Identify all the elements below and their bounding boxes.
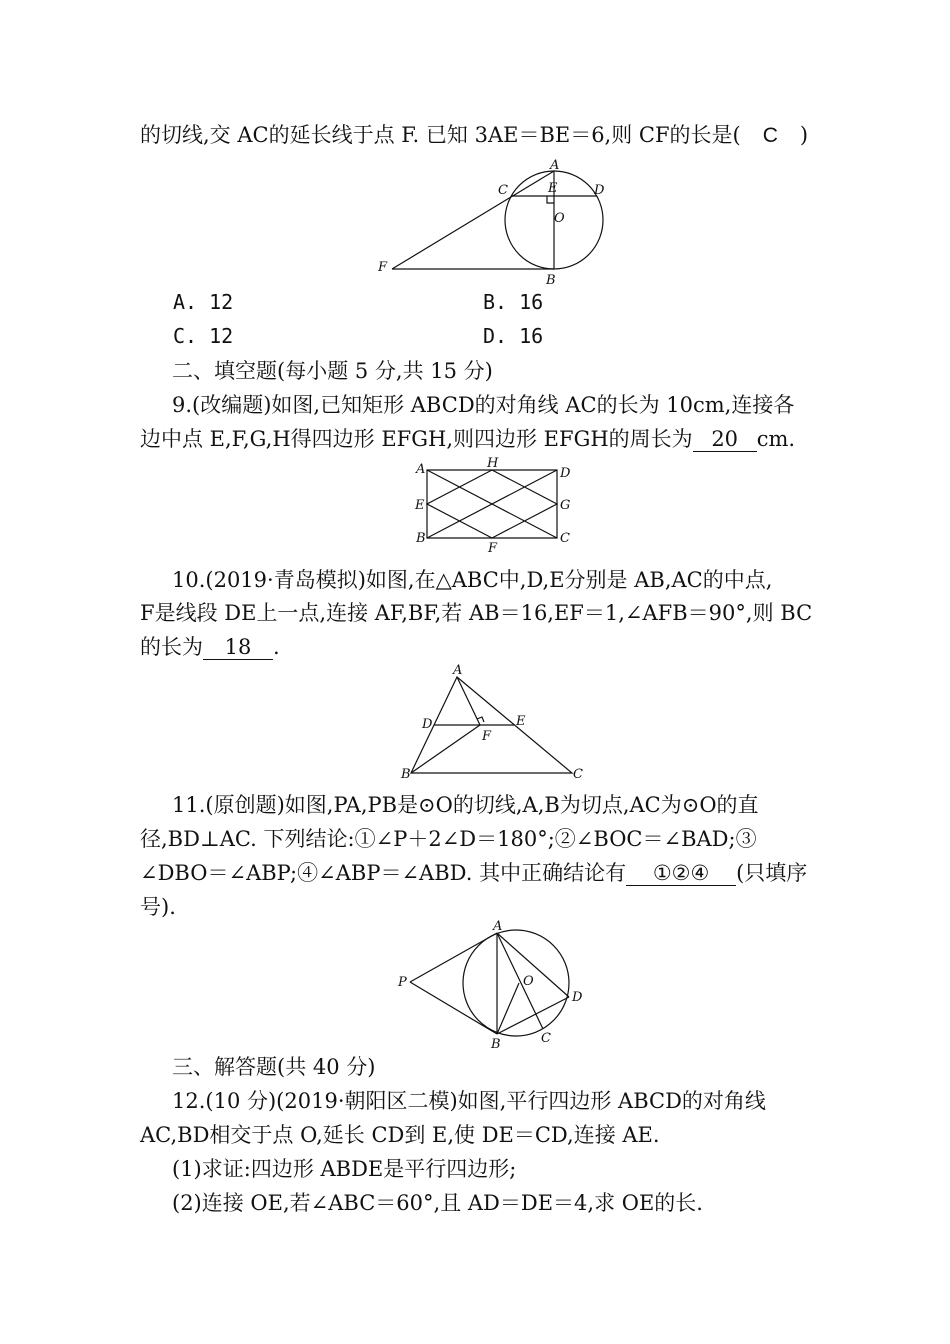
q8-figure xyxy=(370,158,620,288)
q11-answer: ①②④ xyxy=(652,861,710,885)
q8-stem xyxy=(140,120,808,151)
q11-figure xyxy=(395,919,595,1052)
q9-line2 xyxy=(140,424,795,454)
q9-label-d: D xyxy=(560,466,571,481)
q8-option-c: C. 12 xyxy=(173,324,234,348)
q11-tangent-pb xyxy=(410,982,497,1034)
q11-line1: 11.(原创题)如图,PA,PB是⊙O的切线,A,B为切点,AC为⊙O的直 xyxy=(172,793,759,817)
q8-label-f: F xyxy=(378,260,388,275)
q9-figure xyxy=(410,458,580,558)
q9-line2-post: cm. xyxy=(756,427,796,451)
q8-answer: C xyxy=(762,124,778,147)
q10-line1: 10.(2019·青岛模拟)如图,在△ABC中,D,E分别是 AB,AC的中点, xyxy=(172,568,773,592)
q8-stem-close: ) xyxy=(799,123,809,147)
q9-label-a: A xyxy=(416,462,426,477)
q9-label-h: H xyxy=(487,456,499,471)
q9-label-e: E xyxy=(415,498,425,513)
q10-answer-blank xyxy=(203,635,273,660)
q11-line3-post: (只填序 xyxy=(736,861,808,885)
q8-label-a: A xyxy=(550,158,560,173)
q10-line3-post: . xyxy=(273,635,280,659)
q11-line3-pre: ∠DBO＝∠ABP;④∠ABP＝∠ABD. 其中正确结论有 xyxy=(140,861,627,885)
q11-line2: 径,BD⊥AC. 下列结论:①∠P＋2∠D＝180°;②∠BOC＝∠BAD;③ xyxy=(140,827,757,851)
q11-line4: 号). xyxy=(140,895,176,919)
q11-label-c: C xyxy=(541,1031,551,1046)
q11-tangent-pa xyxy=(410,933,497,982)
q11-segment-bo xyxy=(497,983,519,1034)
q10-segment-af xyxy=(457,677,480,725)
q8-label-e: E xyxy=(548,181,558,196)
q8-label-d: D xyxy=(594,183,605,198)
q10-label-a: A xyxy=(453,663,463,678)
q8-option-d: D. 16 xyxy=(483,324,544,348)
q10-label-d: D xyxy=(422,717,433,732)
q11-label-b: B xyxy=(491,1037,501,1052)
q9-label-c: C xyxy=(560,531,570,546)
q8-label-b: B xyxy=(546,273,556,288)
q12-part2: (2)连接 OE,若∠ABC＝60°,且 AD＝DE＝4,求 OE的长. xyxy=(172,1191,703,1215)
q8-option-b: B. 16 xyxy=(483,290,544,314)
q12-part1: (1)求证:四边形 ABDE是平行四边形; xyxy=(172,1157,517,1181)
q10-line3 xyxy=(140,632,280,662)
q11-label-a: A xyxy=(493,919,503,934)
q11-answer-blank xyxy=(626,861,736,886)
q10-label-b: B xyxy=(401,767,411,782)
q11-label-p: P xyxy=(398,975,407,990)
q10-label-e: E xyxy=(516,714,526,729)
q9-line1: 9.(改编题)如图,已知矩形 ABCD的对角线 AC的长为 10cm,连接各 xyxy=(172,393,795,417)
q11-diameter-ac xyxy=(497,933,543,1029)
q9-answer: 20 xyxy=(711,427,739,451)
section3-title: 三、解答题(共 40 分) xyxy=(172,1055,376,1079)
q12-line1: 12.(10 分)(2019·朝阳区二模)如图,平行四边形 ABCD的对角线 xyxy=(172,1089,766,1113)
q8-label-c: C xyxy=(498,183,508,198)
q9-label-g: G xyxy=(560,498,571,513)
q10-segment-bf xyxy=(411,725,480,773)
q10-label-c: C xyxy=(573,767,583,782)
q8-option-a: A. 12 xyxy=(173,290,234,314)
q8-line-fa xyxy=(392,171,554,269)
q9-label-b: B xyxy=(416,531,426,546)
q11-label-d: D xyxy=(572,990,583,1005)
q10-answer: 18 xyxy=(224,635,252,659)
q9-line2-pre: 边中点 E,F,G,H得四边形 EFGH,则四边形 EFGH的周长为 xyxy=(140,427,693,451)
q8-right-angle xyxy=(547,196,554,203)
q11-label-o: O xyxy=(523,974,534,989)
q11-line3 xyxy=(140,858,807,888)
q9-answer-blank xyxy=(693,427,757,452)
q10-line3-pre: 的长为 xyxy=(140,635,203,659)
q10-line2: F是线段 DE上一点,连接 AF,BF,若 AB＝16,EF＝1,∠AFB＝90°,则 BC xyxy=(140,601,813,625)
q8-stem-text: 的切线,交 AC的延长线于点 F. 已知 3AE＝BE＝6,则 CF的长是( xyxy=(140,123,741,147)
q10-figure xyxy=(400,665,600,785)
q10-label-f: F xyxy=(482,729,492,744)
q9-label-f: F xyxy=(488,541,498,556)
section2-title: 二、填空题(每小题 5 分,共 15 分) xyxy=(172,359,493,383)
q8-label-o: O xyxy=(554,211,565,226)
q12-line2: AC,BD相交于点 O,延长 CD到 E,使 DE＝CD,连接 AE. xyxy=(140,1123,660,1147)
